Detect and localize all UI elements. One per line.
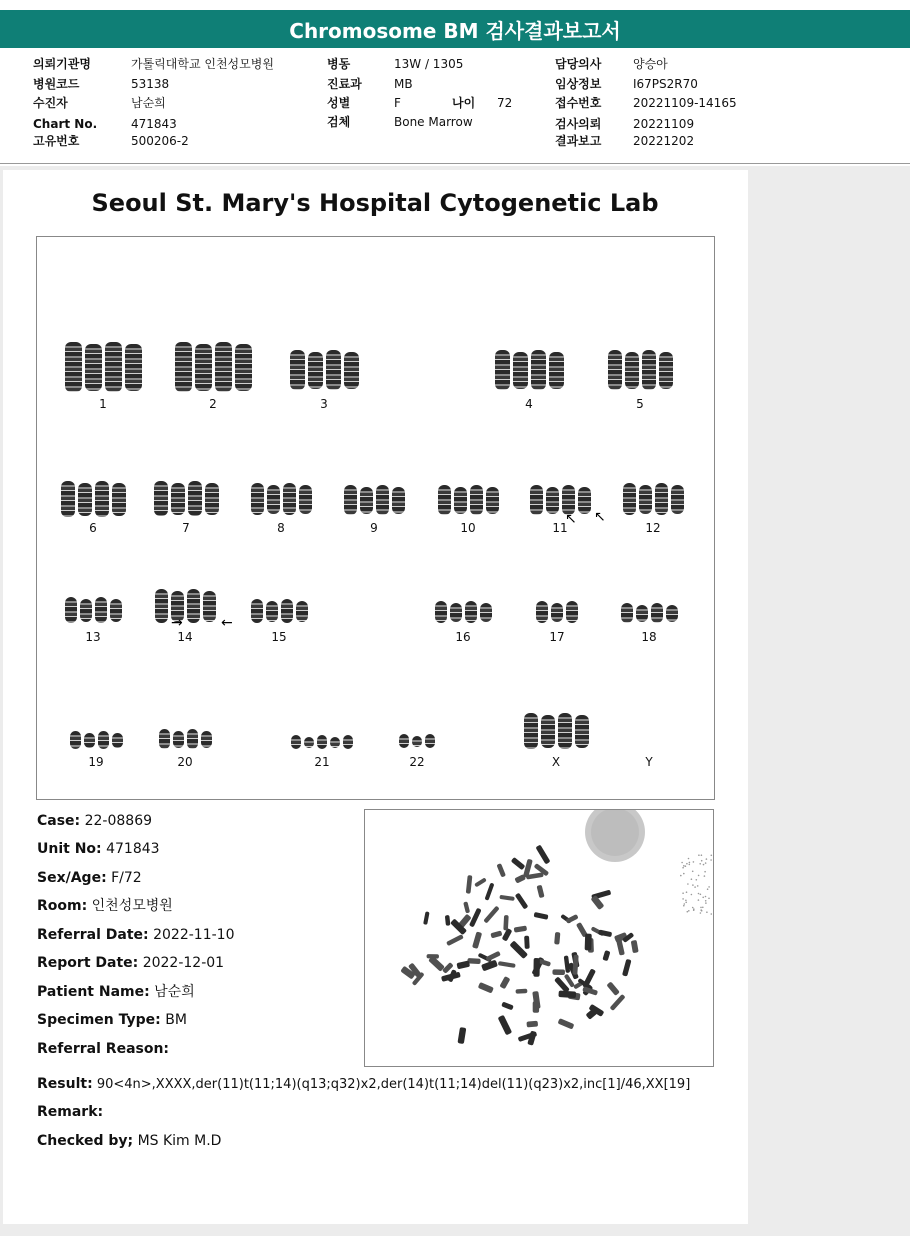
speckle-dot xyxy=(691,878,693,880)
metaphase-chromosome xyxy=(565,914,578,924)
chromosome-10-homolog xyxy=(486,487,499,514)
metaphase-chromosome xyxy=(496,863,506,877)
speckle-dot xyxy=(694,886,696,888)
specimen-type-row xyxy=(37,1012,187,1028)
info-label-receipt-no: 접수번호 xyxy=(555,96,602,110)
speckle-dot xyxy=(705,896,707,898)
chromosome-21-homolog xyxy=(304,737,314,748)
chromosome-label-10: 10 xyxy=(460,521,476,535)
metaphase-chromosome xyxy=(501,1002,514,1011)
chromosome-21-homolog xyxy=(317,735,327,749)
chromosome-21-homolog xyxy=(330,737,340,748)
chromosome-10-homolog xyxy=(454,487,467,514)
chromosome-21-homolog xyxy=(343,735,353,749)
referral-reason-row xyxy=(37,1041,169,1057)
header-divider xyxy=(0,163,910,164)
chromosome-4-homolog xyxy=(513,352,528,389)
info-value-hospital-code: 53138 xyxy=(131,77,170,91)
speckle-dot xyxy=(698,893,700,895)
chromosome-4-homolog xyxy=(495,350,510,390)
metaphase-chromosome xyxy=(558,1018,575,1029)
metaphase-chromosome xyxy=(537,885,545,898)
chromosome-1-homolog xyxy=(65,342,82,392)
speckle-dot xyxy=(707,888,709,890)
chromosome-16-homolog xyxy=(435,601,447,623)
metaphase-chromosome xyxy=(515,893,529,910)
speckle-dot xyxy=(700,907,702,909)
speckle-dot xyxy=(711,913,713,915)
speckle-dot xyxy=(698,875,700,877)
speckle-dot xyxy=(687,883,689,885)
metaphase-chromosome xyxy=(533,1001,539,1012)
chromosome-17-homolog xyxy=(566,601,578,623)
speckle-cluster xyxy=(680,854,712,914)
info-label-clinical-info: 임상정보 xyxy=(555,77,602,91)
metaphase-chromosome xyxy=(485,951,500,962)
speckle-dot xyxy=(687,911,689,913)
referral-reason-label: Referral Reason: xyxy=(37,1041,170,1057)
info-value-chart-no: 471843 xyxy=(131,117,177,131)
info-label-sex: 성별 xyxy=(327,96,351,110)
unit-value: 471843 xyxy=(106,841,160,857)
metaphase-chromosome xyxy=(533,958,540,977)
info-label-hospital-code: 병원코드 xyxy=(33,77,80,91)
chromosome-19-homolog xyxy=(70,731,81,749)
speckle-dot xyxy=(685,900,687,902)
chromosome-12-homolog xyxy=(639,485,652,514)
karyogram xyxy=(36,236,715,800)
metaphase-chromosome xyxy=(524,936,530,949)
abnormality-arrow-icon: ↖ xyxy=(565,511,577,527)
chromosome-18-homolog xyxy=(666,605,678,622)
speckle-dot xyxy=(685,902,687,904)
chromosome-2-homolog xyxy=(235,344,252,391)
chromosome-18-homolog xyxy=(621,603,633,623)
speckle-dot xyxy=(708,886,710,888)
chromosome-4-homolog xyxy=(531,350,546,390)
speckle-dot xyxy=(700,912,702,914)
chromosome-8-homolog xyxy=(283,483,296,515)
metaphase-chromosome xyxy=(606,981,620,996)
chromosome-6-homolog xyxy=(95,481,109,517)
checked-by-row xyxy=(37,1133,221,1149)
speckle-dot xyxy=(683,905,685,907)
chromosome-22-homolog xyxy=(425,734,435,748)
sexage-value: F/72 xyxy=(111,870,142,886)
chromosome-x-homolog xyxy=(558,713,572,749)
chromosome-15-homolog xyxy=(281,599,293,623)
chromosome-label-9: 9 xyxy=(370,521,378,535)
result-label: Result: xyxy=(37,1076,93,1092)
chromosome-3-homolog xyxy=(344,352,359,389)
metaphase-chromosome xyxy=(535,845,550,865)
info-label-request-date: 검사의뢰 xyxy=(555,117,602,131)
metaphase-chromosome xyxy=(598,930,612,938)
metaphase-chromosome xyxy=(490,930,502,938)
referral-date-row xyxy=(37,927,234,943)
chromosome-8-homolog xyxy=(267,485,280,514)
info-label-age: 나이 xyxy=(452,96,476,110)
metaphase-chromosome xyxy=(552,969,565,975)
sexage-label: Sex/Age: xyxy=(37,870,107,886)
speckle-dot xyxy=(703,864,705,866)
chromosome-label-21: 21 xyxy=(314,755,330,769)
chromosome-19-homolog xyxy=(112,733,123,748)
speckle-dot xyxy=(701,910,703,912)
metaphase-chromosome xyxy=(516,989,528,994)
case-value: 22-08869 xyxy=(84,813,153,829)
chromosome-2-homolog xyxy=(215,342,232,392)
chromosome-9-homolog xyxy=(392,487,405,514)
room-value: 인천성모병원 xyxy=(91,898,173,914)
chromosome-12-homolog xyxy=(671,485,684,514)
result-value: 90<4n>,XXXX,der(11)t(11;14)(q13;q32)x2,der(14)t(11;14)del(11)(q23)x2,inc[1]/46,XX[19] xyxy=(96,1077,691,1092)
info-value-specimen: Bone Marrow xyxy=(394,115,473,129)
chromosome-6-homolog xyxy=(112,483,126,516)
chromosome-11-homolog xyxy=(546,487,559,514)
info-value-unique-no: 500206-2 xyxy=(131,134,189,148)
chromosome-1-homolog xyxy=(125,344,142,391)
chromosome-9-homolog xyxy=(376,485,389,515)
chromosome-label-16: 16 xyxy=(455,630,471,644)
result-row xyxy=(37,1076,690,1092)
speckle-dot xyxy=(700,894,702,896)
info-value-institution: 가톨릭대학교 인천성모병원 xyxy=(131,57,274,71)
info-label-chart-no: Chart No. xyxy=(33,117,98,131)
nucleus-inner xyxy=(591,810,639,856)
info-label-doctor: 담당의사 xyxy=(555,57,602,71)
metaphase-chromosome xyxy=(484,883,494,901)
chromosome-15-homolog xyxy=(266,601,278,622)
remark-label: Remark: xyxy=(37,1104,104,1120)
metaphase-chromosome xyxy=(554,932,560,945)
speckle-dot xyxy=(702,907,704,909)
chromosome-9-homolog xyxy=(344,485,357,515)
chromosome-17-homolog xyxy=(536,601,548,623)
info-label-report-date: 결과보고 xyxy=(555,134,602,148)
info-label-department: 진료과 xyxy=(327,77,362,91)
speckle-dot xyxy=(711,855,713,857)
info-value-ward: 13W / 1305 xyxy=(394,57,464,71)
chromosome-label-18: 18 xyxy=(641,630,657,644)
sexage-row xyxy=(37,870,142,886)
speckle-dot xyxy=(701,854,703,856)
metaphase-chromosome xyxy=(456,960,470,969)
chromosome-11-homolog xyxy=(530,485,543,515)
speckle-dot xyxy=(708,898,710,900)
speckle-dot xyxy=(686,863,688,865)
chromosome-1-homolog xyxy=(85,344,102,391)
speckle-dot xyxy=(683,865,685,867)
speckle-dot xyxy=(693,909,695,911)
chromosome-16-homolog xyxy=(465,601,477,623)
speckle-dot xyxy=(697,885,699,887)
speckle-dot xyxy=(680,875,682,877)
speckle-dot xyxy=(683,873,685,875)
chromosome-3-homolog xyxy=(290,350,305,390)
info-value-report-date: 20221202 xyxy=(633,134,695,148)
metaphase-chromosome xyxy=(499,895,514,901)
speckle-dot xyxy=(710,859,712,861)
speckle-dot xyxy=(688,910,690,912)
metaphase-chromosome xyxy=(423,911,430,925)
chromosome-7-homolog xyxy=(154,481,168,516)
speckle-dot xyxy=(706,858,708,860)
chromosome-label-1: 1 xyxy=(99,397,107,411)
metaphase-chromosome xyxy=(526,1021,538,1028)
metaphase-chromosome xyxy=(503,915,508,931)
speckle-dot xyxy=(689,862,691,864)
chromosome-5-homolog xyxy=(659,352,673,389)
chromosome-16-homolog xyxy=(450,603,462,622)
chromosome-13-homolog xyxy=(95,597,107,623)
metaphase-chromosome xyxy=(463,901,470,913)
speckle-dot xyxy=(682,898,684,900)
checked-by-value: MS Kim M.D xyxy=(137,1133,222,1149)
report-date-label: Report Date: xyxy=(37,955,139,971)
chromosome-x-homolog xyxy=(575,715,589,748)
chromosome-label-11: 11 xyxy=(552,521,568,535)
lab-title: Seoul St. Mary's Hospital Cytogenetic Lab xyxy=(91,189,659,217)
chromosome-20-homolog xyxy=(201,731,212,748)
chromosome-14-homolog xyxy=(203,591,216,622)
chromosome-10-homolog xyxy=(470,485,483,515)
metaphase-chromosome xyxy=(478,982,494,994)
speckle-dot xyxy=(686,891,688,893)
chromosome-22-homolog xyxy=(399,734,409,748)
chromosome-label-3: 3 xyxy=(320,397,328,411)
chromosome-x-homolog xyxy=(524,713,538,749)
info-value-patient: 남순희 xyxy=(131,96,166,110)
chromosome-20-homolog xyxy=(159,729,170,749)
unit-label: Unit No: xyxy=(37,841,102,857)
metaphase-chromosome xyxy=(602,950,610,961)
metaphase-chromosome xyxy=(457,1027,466,1044)
metaphase-chromosome xyxy=(469,908,482,928)
chromosome-label-14: 14 xyxy=(177,630,193,644)
speckle-dot xyxy=(705,862,707,864)
chromosome-22-homolog xyxy=(412,736,422,747)
metaphase-chromosome xyxy=(472,931,482,949)
chromosome-1-homolog xyxy=(105,342,122,392)
speckle-dot xyxy=(706,911,708,913)
chromosome-label-8: 8 xyxy=(277,521,285,535)
speckle-dot xyxy=(688,858,690,860)
metaphase-chromosome xyxy=(499,976,510,989)
metaphase-chromosome xyxy=(466,875,473,894)
chromosome-13-homolog xyxy=(110,599,122,622)
abnormality-arrow-icon: ← xyxy=(221,615,233,631)
chromosome-7-homolog xyxy=(188,481,202,516)
chromosome-label-2: 2 xyxy=(209,397,217,411)
speckle-dot xyxy=(692,884,694,886)
report-date-row xyxy=(37,955,224,971)
info-value-doctor: 양승아 xyxy=(633,57,668,71)
info-label-institution: 의뢰기관명 xyxy=(33,57,91,71)
patient-name-value: 남순희 xyxy=(154,984,195,1000)
metaphase-chromosome xyxy=(446,934,464,946)
patient-name-label: Patient Name: xyxy=(37,984,150,1000)
chromosome-20-homolog xyxy=(187,729,198,749)
specimen-type-label: Specimen Type: xyxy=(37,1012,161,1028)
chromosome-5-homolog xyxy=(642,350,656,390)
referral-date-value: 2022-11-10 xyxy=(153,927,235,943)
speckle-dot xyxy=(692,871,694,873)
chromosome-6-homolog xyxy=(78,483,92,516)
chromosome-14-homolog xyxy=(155,589,168,623)
speckle-dot xyxy=(693,861,695,863)
chromosome-3-homolog xyxy=(308,352,323,389)
metaphase-chromosome xyxy=(534,912,549,920)
chromosome-9-homolog xyxy=(360,487,373,514)
chromosome-12-homolog xyxy=(623,483,636,515)
metaphase-chromosome xyxy=(610,994,626,1011)
referral-date-label: Referral Date: xyxy=(37,927,149,943)
info-label-patient: 수진자 xyxy=(33,96,68,110)
chromosome-label-6: 6 xyxy=(89,521,97,535)
speckle-dot xyxy=(696,879,698,881)
metaphase-chromosome xyxy=(445,915,451,926)
chromosome-17-homolog xyxy=(551,603,563,622)
speckle-dot xyxy=(705,902,707,904)
chromosome-6-homolog xyxy=(61,481,75,517)
case-label: Case: xyxy=(37,813,81,829)
chromosome-21-homolog xyxy=(291,735,301,749)
speckle-dot xyxy=(692,907,694,909)
chromosome-8-homolog xyxy=(299,485,312,514)
info-value-department: MB xyxy=(394,77,413,91)
chromosome-7-homolog xyxy=(171,483,185,515)
chromosome-19-homolog xyxy=(98,731,109,749)
chromosome-label-y: Y xyxy=(645,755,653,769)
chromosome-18-homolog xyxy=(636,605,648,622)
info-value-sex: F xyxy=(394,96,401,110)
chromosome-16-homolog xyxy=(480,603,492,622)
chromosome-label-15: 15 xyxy=(271,630,287,644)
metaphase-spread-image xyxy=(364,809,714,1067)
metaphase-chromosome xyxy=(483,906,499,924)
report-title: Chromosome BM 검사결과보고서 xyxy=(0,10,910,48)
chromosome-20-homolog xyxy=(173,731,184,748)
chromosome-5-homolog xyxy=(625,352,639,389)
chromosome-14-homolog xyxy=(187,589,200,623)
chromosome-x-homolog xyxy=(541,715,555,748)
speckle-dot xyxy=(689,864,691,866)
speckle-dot xyxy=(704,871,706,873)
speckle-dot xyxy=(704,875,706,877)
chromosome-label-4: 4 xyxy=(525,397,533,411)
speckle-dot xyxy=(684,903,686,905)
patient-name-row xyxy=(37,984,195,1000)
speckle-dot xyxy=(691,894,693,896)
unit-row xyxy=(37,841,160,857)
chromosome-8-homolog xyxy=(251,483,264,515)
chromosome-12-homolog xyxy=(655,483,668,515)
chromosome-15-homolog xyxy=(251,599,263,623)
chromosome-13-homolog xyxy=(65,597,77,623)
chromosome-cluster xyxy=(400,845,638,1046)
chromosome-label-17: 17 xyxy=(549,630,565,644)
speckle-dot xyxy=(699,863,701,865)
chromosome-label-22: 22 xyxy=(409,755,425,769)
info-value-clinical-info: I67PS2R70 xyxy=(633,77,698,91)
report-date-value: 2022-12-01 xyxy=(142,955,225,971)
chromosome-15-homolog xyxy=(296,601,308,622)
chromosome-5-homolog xyxy=(608,350,622,390)
abnormality-arrow-icon: ↖ xyxy=(594,509,606,525)
metaphase-chromosome xyxy=(511,857,526,870)
info-value-age: 72 xyxy=(497,96,513,110)
metaphase-chromosome xyxy=(585,934,592,951)
chromosome-11-homolog xyxy=(578,487,591,514)
metaphase-chromosome xyxy=(498,961,516,968)
speckle-dot xyxy=(682,867,684,869)
chromosome-label-19: 19 xyxy=(88,755,104,769)
chromosome-3-homolog xyxy=(326,350,341,390)
case-row xyxy=(37,813,152,829)
speckle-dot xyxy=(685,865,687,867)
info-label-ward: 병동 xyxy=(327,57,351,71)
speckle-dot xyxy=(698,899,700,901)
info-value-request-date: 20221109 xyxy=(633,117,695,131)
chromosome-2-homolog xyxy=(195,344,212,391)
checked-by-label: Checked by; xyxy=(37,1133,134,1149)
info-label-specimen: 검체 xyxy=(327,115,351,129)
speckle-dot xyxy=(682,892,684,894)
chromosome-18-homolog xyxy=(651,603,663,623)
info-label-unique-no: 고유번호 xyxy=(33,134,80,148)
speckle-dot xyxy=(698,854,700,856)
remark-row xyxy=(37,1104,103,1120)
chromosome-label-x: X xyxy=(551,755,561,769)
abnormality-arrow-icon: → xyxy=(171,615,183,631)
speckle-dot xyxy=(702,897,704,899)
room-row xyxy=(37,898,173,914)
chromosome-label-5: 5 xyxy=(636,397,644,411)
room-label: Room: xyxy=(37,898,88,914)
chromosome-label-20: 20 xyxy=(177,755,193,769)
chromosome-label-12: 12 xyxy=(645,521,661,535)
chromosome-7-homolog xyxy=(205,483,219,515)
metaphase-chromosome xyxy=(514,926,527,933)
speckle-dot xyxy=(705,900,707,902)
chromosome-19-homolog xyxy=(84,733,95,748)
chromosome-4-homolog xyxy=(549,352,564,389)
metaphase-chromosome xyxy=(498,1015,513,1036)
chromosome-10-homolog xyxy=(438,485,451,515)
metaphase-chromosome xyxy=(631,940,639,953)
speckle-dot xyxy=(701,860,703,862)
metaphase-chromosome xyxy=(474,877,487,887)
speckle-dot xyxy=(681,862,683,864)
chromosome-label-7: 7 xyxy=(182,521,190,535)
chromosome-13-homolog xyxy=(80,599,92,622)
metaphase-chromosome xyxy=(622,959,632,977)
chromosome-2-homolog xyxy=(175,342,192,392)
specimen-type-value: BM xyxy=(165,1012,187,1028)
chromosome-label-13: 13 xyxy=(85,630,101,644)
info-value-receipt-no: 20221109-14165 xyxy=(633,96,737,110)
metaphase-spread-svg xyxy=(365,810,713,1066)
